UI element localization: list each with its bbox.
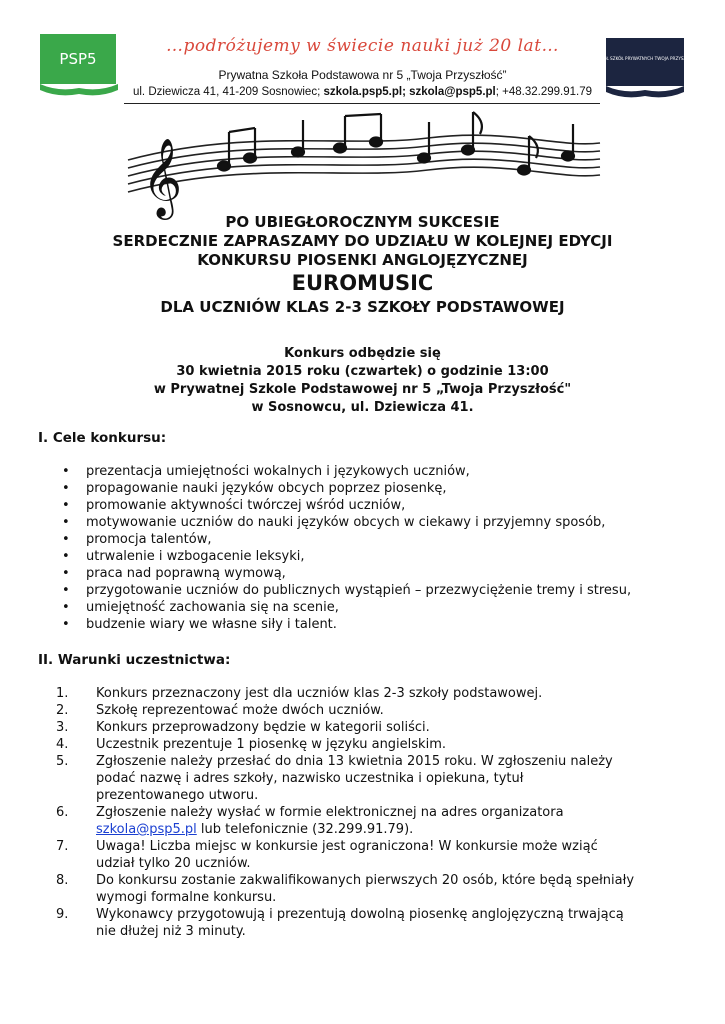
item-line: Zgłoszenie należy wysłać w formie elektronicznej na adres organizatora [96, 805, 564, 820]
item-number: 6. [56, 805, 69, 820]
music-staff-decoration [128, 108, 600, 217]
goals-heading: I. Cele konkursu: [38, 430, 167, 446]
zsp-logo-text: ZESPÓŁ SZKÓŁ PRYWATNYCH TWOJA PRZYSZŁOŚĆ [592, 56, 698, 61]
conditions-heading: II. Warunki uczestnictwa: [38, 652, 231, 668]
list-item [56, 736, 696, 753]
list-item [56, 753, 696, 804]
item-line: udział tylko 20 uczniów. [96, 856, 251, 871]
list-item [56, 719, 696, 736]
item-number: 8. [56, 873, 69, 888]
list-item [56, 906, 696, 940]
info-line-4: w Sosnowcu, ul. Dziewicza 41. [251, 400, 474, 415]
item-number: 2. [56, 703, 69, 718]
conditions-list [56, 685, 696, 940]
organizer-email-link[interactable]: szkola@psp5.pl [96, 822, 197, 837]
list-item [56, 872, 696, 906]
list-item [56, 838, 696, 872]
item-line [96, 821, 696, 838]
list-item: • praca nad poprawną wymową, [62, 565, 702, 582]
list-item [56, 804, 696, 838]
title-line-3: KONKURSU PIOSENKI ANGLOJĘZYCZNEJ [197, 251, 528, 269]
item-text [96, 753, 696, 804]
item-number: 5. [56, 754, 69, 769]
list-item [56, 702, 696, 719]
title-line-2: SERDECZNIE ZAPRASZAMY DO UDZIAŁU W KOLEJNEJ EDYCJI [112, 232, 613, 250]
psp5-logo-text: PSP5 [59, 50, 97, 68]
info-line-3: w Prywatnej Szkole Podstawowej nr 5 „Twoja Przyszłość" [153, 382, 572, 397]
header-divider [124, 103, 600, 104]
item-number: 3. [56, 720, 69, 735]
item-line: Wykonawcy przygotowują i prezentują dowolną piosenkę anglojęzyczną trwającą [96, 907, 624, 922]
item-text [96, 804, 696, 838]
contest-name: EUROMUSIC [291, 271, 434, 295]
item-text: Szkołę reprezentować może dwóch uczniów. [96, 703, 384, 718]
list-item: • prezentacja umiejętności wokalnych i językowych uczniów, [62, 463, 702, 480]
item-text: Uczestnik prezentuje 1 piosenkę w języku angielskim. [96, 737, 446, 752]
list-item: • motywowanie uczniów do nauki języków obcych w ciekawy i przyjemny sposób, [62, 514, 702, 531]
item-number: 7. [56, 839, 69, 854]
list-item: • promowanie aktywności twórczej wśród uczniów, [62, 497, 702, 514]
school-name: Prywatna Szkoła Podstawowa nr 5 „Twoja Przyszłość” [218, 68, 507, 82]
item-line: nie dłużej niż 3 minuty. [96, 924, 246, 939]
item-line: podać nazwę i adres szkoły, nazwisko uczestnika i opiekuna, tytuł [96, 771, 524, 786]
list-item: • utrwalenie i wzbogacenie leksyki, [62, 548, 702, 565]
list-item [56, 685, 696, 702]
item-text [96, 838, 696, 872]
treble-clef-icon: 𝄞 [142, 138, 183, 217]
list-item: • promocja talentów, [62, 531, 702, 548]
item-line-tail: lub telefonicznie (32.299.91.79). [196, 822, 414, 837]
list-item: • propagowanie nauki języków obcych poprzez piosenkę, [62, 480, 702, 497]
contest-info [0, 345, 725, 417]
info-line-1: Konkurs odbędzie się [284, 346, 441, 361]
address-phone: ; +48.32.299.91.79 [495, 86, 592, 98]
goals-list [62, 463, 702, 633]
announcement-title [0, 213, 725, 318]
item-line: Uwaga! Liczba miejsc w konkursie jest ograniczona! W konkursie może wziąć [96, 839, 598, 854]
address-plain: ul. Dziewicza 41, 41-209 Sosnowiec; [132, 86, 324, 98]
school-address [0, 86, 725, 98]
item-line: wymogi formalne konkursu. [96, 890, 277, 905]
item-number: 1. [56, 686, 69, 701]
title-line-1: PO UBIEGŁOROCZNYM SUKCESIE [225, 213, 500, 231]
item-number: 4. [56, 737, 69, 752]
item-number: 9. [56, 907, 69, 922]
list-item: • przygotowanie uczniów do publicznych wystąpień – przezwyciężenie tremy i stresu, [62, 582, 702, 599]
item-text [96, 906, 696, 940]
address-web-email: szkola.psp5.pl; szkola@psp5.pl [323, 86, 496, 98]
contest-audience: DLA UCZNIÓW KLAS 2-3 SZKOŁY PODSTAWOWEJ [160, 298, 565, 316]
item-text [96, 872, 696, 906]
item-text: Konkurs przeprowadzony będzie w kategorii soliści. [96, 720, 430, 735]
list-item: • umiejętność zachowania się na scenie, [62, 599, 702, 616]
info-line-2: 30 kwietnia 2015 roku (czwartek) o godzinie 13:00 [176, 364, 549, 379]
item-line: Do konkursu zostanie zakwalifikowanych pierwszych 20 osób, które będą spełniały [96, 873, 635, 888]
item-line: prezentowanego utworu. [96, 788, 259, 803]
item-text: Konkurs przeznaczony jest dla uczniów klas 2-3 szkoły podstawowej. [96, 686, 543, 701]
item-line: Zgłoszenie należy przesłać do dnia 13 kwietnia 2015 roku. W zgłoszeniu należy [96, 754, 613, 769]
list-item: • budzenie wiary we własne siły i talent. [62, 616, 702, 633]
tagline: …podróżujemy w świecie nauki już 20 lat… [165, 36, 560, 56]
